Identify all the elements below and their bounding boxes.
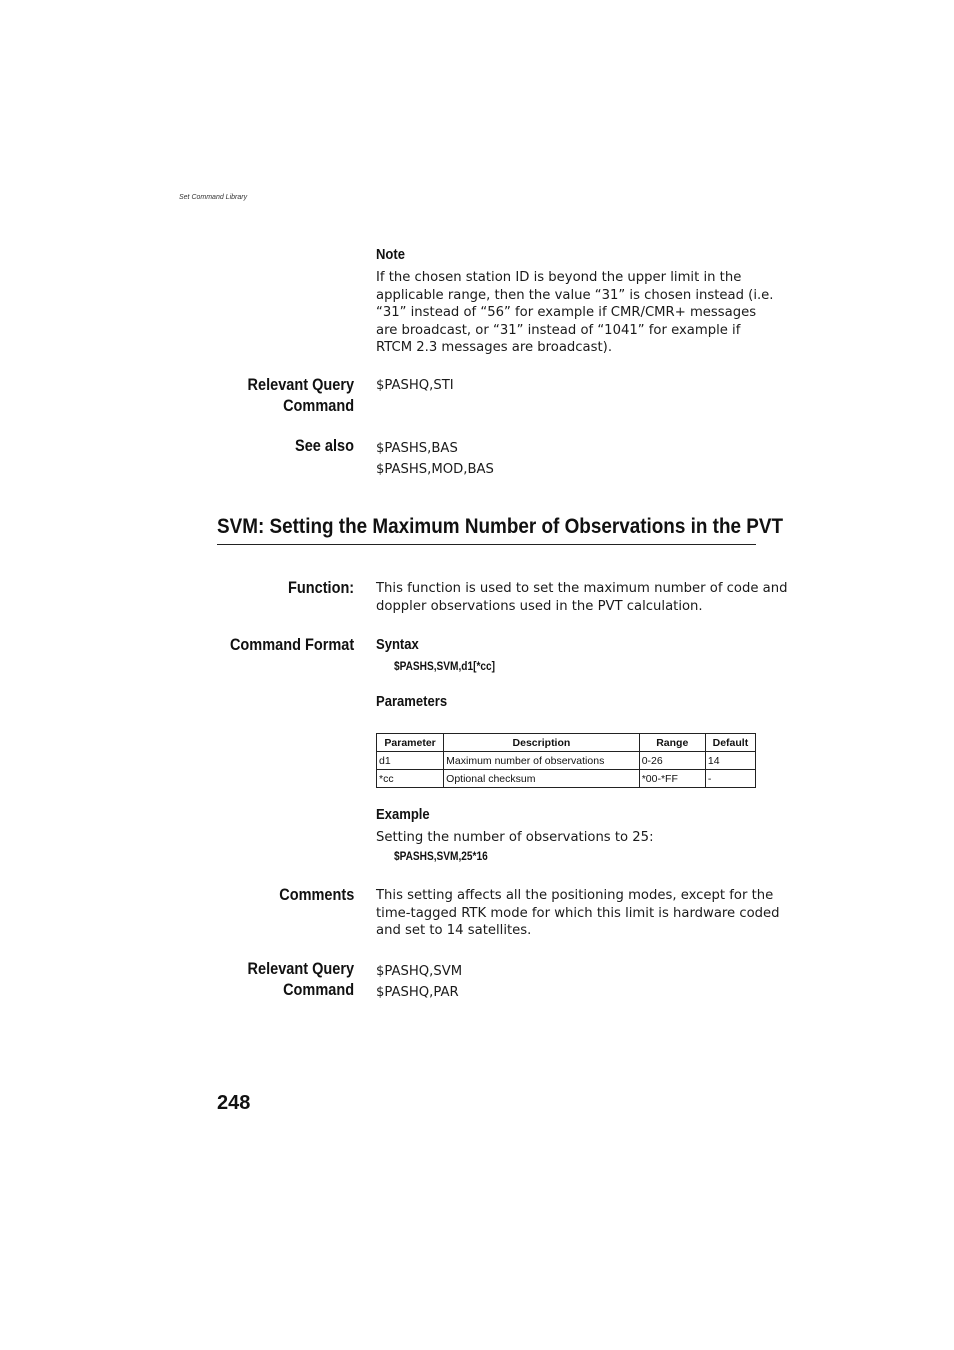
note-heading: Note — [376, 247, 406, 263]
query-command: $PASHQ,STI — [376, 378, 454, 393]
comments-line: This setting affects all the positioning modes, except for the — [376, 888, 774, 903]
table-header-cell: Default — [705, 734, 755, 752]
query-command: $PASHQ,PAR — [376, 985, 459, 1000]
example-value: $PASHS,SVM,25*16 — [394, 851, 488, 863]
table-row — [377, 752, 756, 770]
relevant-query-value — [376, 377, 758, 395]
command-format-label: Command Format — [229, 636, 354, 654]
function-line: This function is used to set the maximum number of code and — [376, 581, 788, 596]
page-number: 248 — [217, 1092, 251, 1114]
table-cell: Maximum number of observations — [444, 752, 640, 770]
see-also-label: See also — [295, 437, 354, 455]
table-cell: *00-*FF — [639, 770, 705, 788]
note-text — [376, 269, 774, 357]
comments-label: Comments — [278, 886, 354, 904]
see-also-command: $PASHS,MOD,BAS — [376, 462, 494, 477]
comments-line: time-tagged RTK mode for which this limit is hardware coded — [376, 905, 780, 921]
table-header-cell: Range — [639, 734, 705, 752]
table-cell: *cc — [377, 770, 444, 788]
see-also-command: $PASHS,BAS — [376, 441, 458, 456]
relevant-query-label — [247, 959, 354, 1001]
note-line: If the chosen station ID is beyond the upper limit in the — [376, 270, 742, 285]
example-text — [376, 829, 758, 847]
section-title-rule — [217, 544, 756, 545]
function-label: Function: — [287, 579, 354, 597]
example-heading: Example — [376, 807, 430, 823]
table-header-row — [377, 734, 756, 752]
note-line: “31” instead of “56” for example if CMR/CMR+ messages — [376, 305, 757, 320]
relevant-query-label-line: Relevant Query — [247, 376, 354, 394]
comments-line: and set to 14 satellites. — [376, 923, 532, 938]
running-header: Set Command Library — [179, 194, 248, 201]
example-line: Setting the number of observations to 25: — [376, 830, 654, 845]
table-header-cell: Parameter — [377, 734, 444, 752]
function-text — [376, 580, 788, 615]
function-line: doppler observations used in the PVT calculation. — [376, 598, 703, 614]
relevant-query-label-line: Command — [283, 981, 354, 999]
comments-text — [376, 887, 780, 940]
see-also-values — [376, 438, 758, 480]
parameters-table — [376, 733, 756, 788]
note-line: are broadcast, or “31” instead of “1041” for example if — [376, 322, 741, 338]
parameters-heading: Parameters — [376, 694, 448, 710]
note-line: RTCM 2.3 messages are broadcast). — [376, 340, 613, 355]
section-title — [217, 515, 784, 543]
table-cell: d1 — [377, 752, 444, 770]
table-cell: Optional checksum — [444, 770, 640, 788]
table-cell: - — [705, 770, 755, 788]
note-line: applicable range, then the value “31” is chosen instead (i.e. — [376, 287, 774, 303]
relevant-query-label — [247, 375, 354, 417]
table-header-cell: Description — [444, 734, 640, 752]
table-cell: 14 — [705, 752, 755, 770]
query-command: $PASHQ,SVM — [376, 964, 463, 979]
relevant-query-label-line: Relevant Query — [247, 960, 354, 978]
section-title-text: SVM: Setting the Maximum Number of Observations in the PVT — [217, 515, 784, 538]
table-row — [377, 770, 756, 788]
relevant-query-label-line: Command — [283, 397, 354, 415]
relevant-query-values — [376, 961, 758, 1003]
syntax-heading: Syntax — [376, 637, 419, 653]
syntax-value: $PASHS,SVM,d1[*cc] — [394, 661, 496, 673]
table-cell: 0-26 — [639, 752, 705, 770]
